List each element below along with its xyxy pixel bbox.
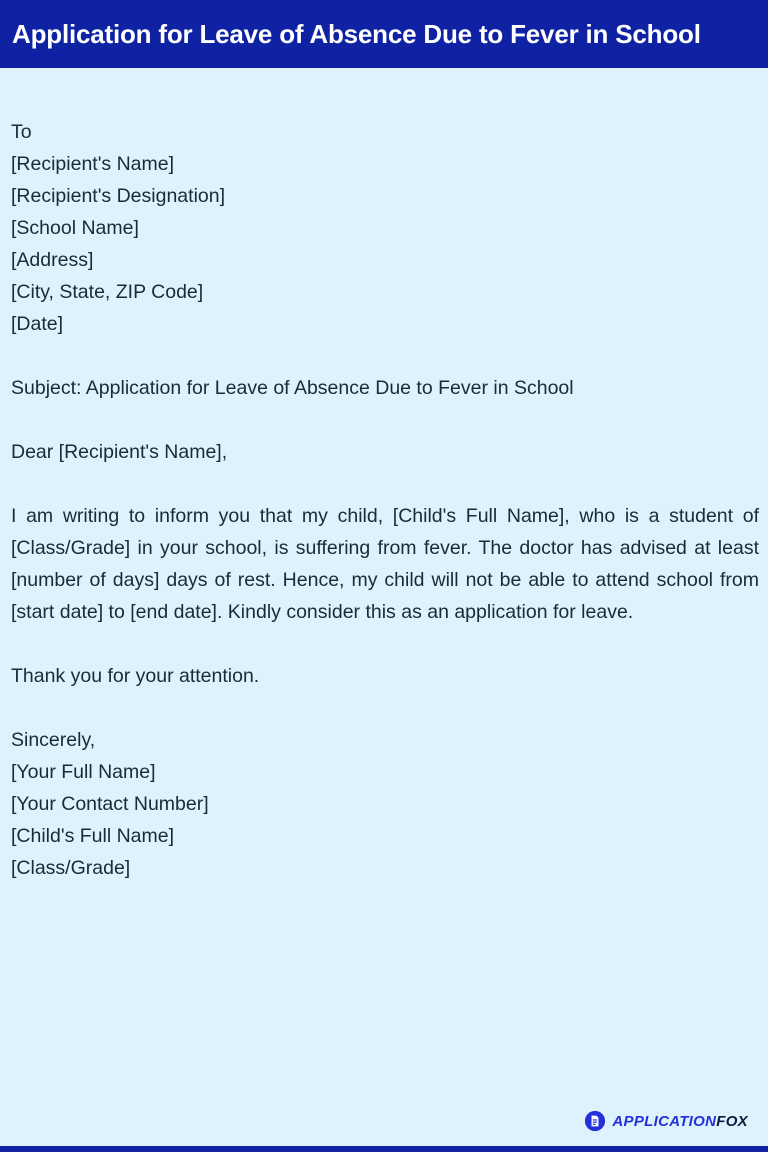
letter-body: [0, 68, 768, 1146]
block-spacer: [11, 692, 758, 724]
closing-line: [Class/Grade]: [11, 857, 131, 879]
subject-line: Subject: Application for Leave of Absence Due to Fever in School: [11, 377, 574, 399]
brand-wordmark: [612, 1114, 748, 1129]
closing-block: [11, 724, 758, 884]
brand-wordmark-secondary: FOX: [716, 1112, 748, 1130]
recipient-line: [Recipient's Name]: [11, 153, 175, 175]
document-header: [0, 0, 768, 68]
block-spacer: [11, 404, 758, 436]
recipient-line: [Recipient's Designation]: [11, 185, 226, 207]
thanks-line: Thank you for your attention.: [11, 665, 260, 687]
body-paragraph: I am writing to inform you that my child, [Child's Full Name], who is a student of [Class/Grade] in your school, is suffering from fever. The doctor has advised at least [number of days] days of rest. Hence, my child will not be able to attend school from [start date] to [end date]. Kindly consider this as an application for leave.: [11, 505, 759, 623]
brand-footer: [584, 1110, 748, 1132]
block-spacer: [11, 628, 758, 660]
bottom-accent-rule: [0, 1146, 768, 1152]
recipient-line: To: [11, 121, 32, 143]
brand-wordmark-primary: APPLICATION: [612, 1112, 717, 1130]
closing-line: Sincerely,: [11, 729, 96, 751]
page-title: Application for Leave of Absence Due to Fever in School: [12, 18, 701, 49]
recipient-line: [Date]: [11, 313, 64, 335]
closing-line: [Your Contact Number]: [11, 793, 209, 815]
recipient-address-block: [11, 116, 758, 340]
recipient-line: [School Name]: [11, 217, 139, 239]
salutation-line: Dear [Recipient's Name],: [11, 441, 228, 463]
closing-line: [Child's Full Name]: [11, 825, 175, 847]
document-circle-icon: [584, 1110, 606, 1132]
recipient-line: [Address]: [11, 249, 94, 271]
recipient-line: [City, State, ZIP Code]: [11, 281, 204, 303]
block-spacer: [11, 468, 758, 500]
closing-line: [Your Full Name]: [11, 761, 156, 783]
block-spacer: [11, 340, 758, 372]
